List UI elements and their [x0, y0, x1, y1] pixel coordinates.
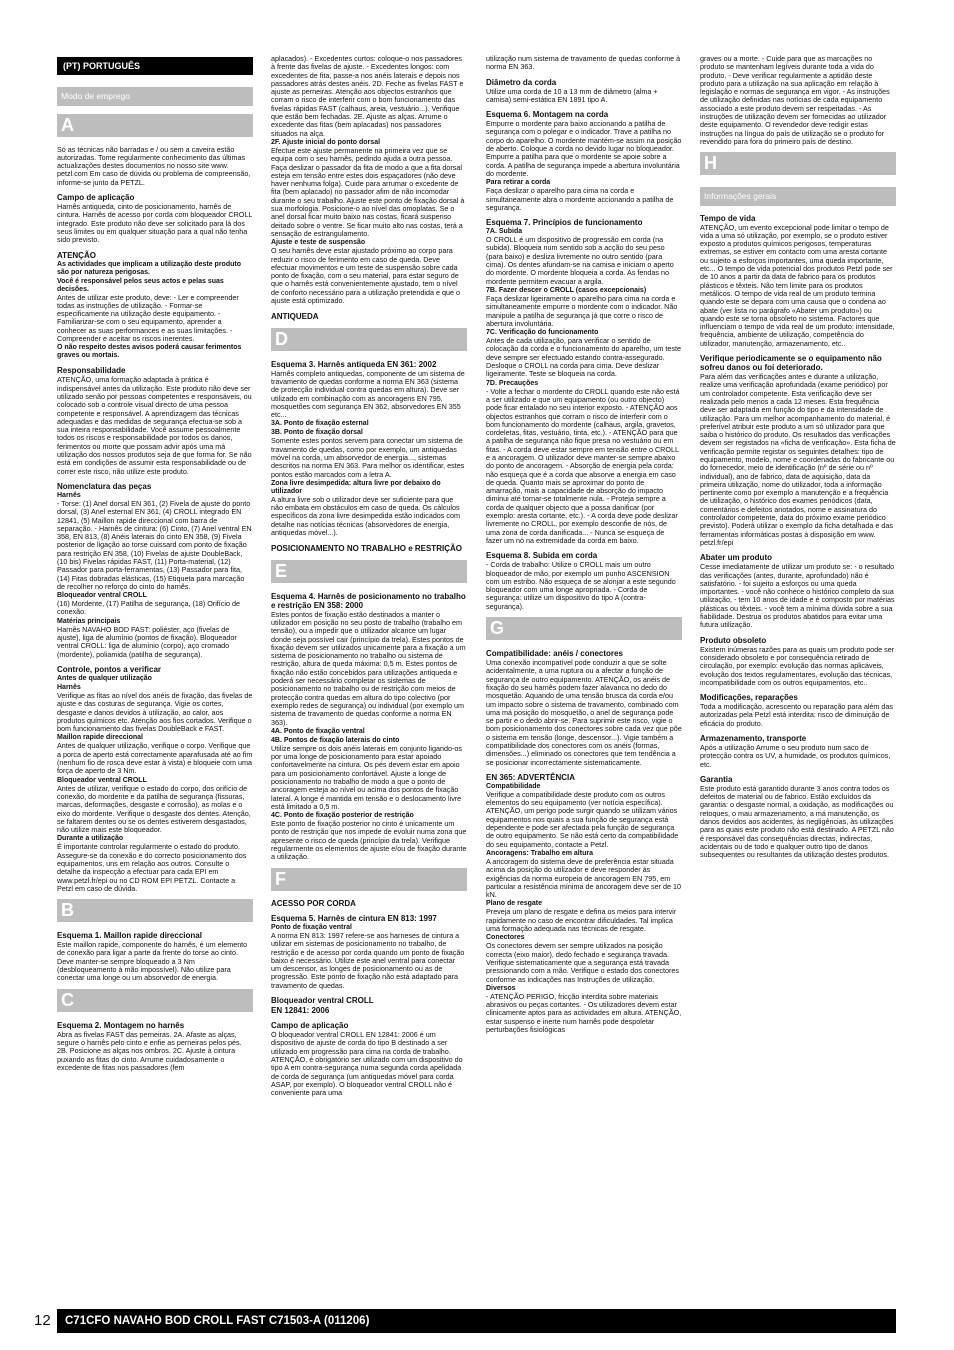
paragraph: - Corda de trabalho: Utilize o CROLL mais um outro bloqueador de mão, por exemplo um punho ASCENSION com um estribo. Não esqueça de se alonjar a este segundo bloqueador com uma longe apropriada. - Corda de segurança: utilize um dispositivo do tipo A (contra-segurança).	[486, 560, 676, 611]
section-letter-h: H	[700, 152, 896, 175]
paragraph: Estes pontos de fixação estão destinados a manter o utilizador em posição no seu posto de trabalho (trabalho em tensão), ou a impedir que o utilizador alcance um lugar donde seja possível cair (princípio da trela). Estes pontos de fixação devem ser utilizados unicamente para a fixação a um sistema de posicionamento no trabalho ou sistema de restrição, altura de queda máxima: 0,5 m. Estes pontos de fixação não estão concebidos para utilizações antiqueda e poderá ser necessário completar os sistemas de posicionamento no trabalho ou de restrição com meios de protecção contra quedas em altura do tipo colectivo (por exemplo redes de segurança) ou individual (por exemplo um sistema de travamento de quedas conforme a norma EN 363).	[271, 609, 466, 727]
section-letter-f: F	[271, 868, 467, 891]
heading: Responsabilidade	[57, 366, 126, 376]
section-letter-c: C	[57, 989, 253, 1012]
section-letter-e: E	[271, 560, 467, 583]
heading: Produto obsoleto	[700, 635, 767, 645]
heading: Abater um produto	[700, 553, 772, 563]
heading: Esquema 7. Princípios de funcionamento	[486, 218, 643, 228]
heading: EN 365: ADVERTÊNCIA	[486, 772, 576, 782]
subheading: Compatibilidade	[486, 782, 541, 790]
subheading: 7D. Precauções	[486, 379, 539, 387]
subheading: 4C. Ponto de fixação posterior de restrição	[271, 812, 414, 820]
paragraph: - Torse: (1) Anel dorsal EN 361, (2) Fivela de ajuste do ponto dorsal, (3) Anel esternal EN 361, (4) CROLL integrado EN 12841, (5) Maillon rapide direccional com barra de separação. - Harnês de cintura: (6) Cinto, (7) Anel ventral EN 358, EN 813, (8) Anéis laterais do cinto EN 358, (9) Fivela posterior de ligação ao torse cuissard com ponto de fixação para restrição EN 358, (10) Fivelas de ajuste DoubleBack, (10 bis) Fivelas rápidas FAST, (11) Porta-material, (12) Passador para porta-ferramentas, (13) Passador para fita, (14) Fitas dobradas elásticas, (15) Etiqueta para marcação de recolher no reforço do cinto do harnês.	[57, 498, 252, 591]
subheading: 4A. Ponto de fixação ventral	[271, 727, 365, 735]
paragraph: Faça deslizar ligeiramente o aparelho para cima na corda e simultaneamente empurre o mordente com o indicador. Não manipule a patilha de segurança já que corre o risco de abertura involuntária.	[486, 293, 678, 328]
paragraph: Toda a modificação, acrescento ou reparação para além das autorizadas pela Petzl está interdita: risco de diminuição de eficácia do produto.	[700, 702, 893, 728]
section-info-header: Informações gerais	[700, 187, 896, 205]
paragraph: Antes de cada utilização, para verificar o sentido de colocação da corda e o funcionamento do aparelho, um teste deve sempre ser efectuado estando contra-assegurado. Desloque o CROLL na corda para cima. Deve deslizar ligeiramente. Teste se bloqueia na corda.	[486, 336, 681, 379]
subheading: 7B. Fazer descer o CROLL (casos excepcionais)	[486, 286, 647, 294]
footer-title: C71CFO NAVAHO BOD CROLL FAST C71503-A (011206)	[65, 1315, 370, 1327]
heading: Esquema 5. Harnês de cintura EN 813: 1997	[271, 913, 437, 923]
section-letter-b: B	[57, 899, 253, 922]
paragraph: - ATENÇÃO PERIGO, fricção interdita sobre materiais abrasivos ou peças cortantes. - Os utilizadores devem estar clinicamente aptos para as actividades em altura. ATENÇÃO, estar suspenso e inerte num harnês pode despoletar perturbações fisiológicas	[486, 991, 682, 1035]
subheading: 3B. Ponto de fixação dorsal	[271, 429, 363, 437]
paragraph: Após a utilização Arrume o seu produto num saco de protecção contra os UV, a humidade, os produtos químicos, etc.	[700, 743, 891, 769]
column-2	[271, 55, 467, 1097]
heading: Bloqueador ventral CROLL	[271, 996, 374, 1006]
heading: Esquema 6. Montagem na corda	[486, 110, 609, 120]
paragraph: Faça deslizar o aparelho para cima na corda e simultaneamente abra o mordente accionando a patilha de segurança.	[486, 186, 674, 212]
intro-text: Só as técnicas não barradas e / ou sem a caveira estão autorizadas. Tome regularmente conhecimento das últimas actualizações destes documentos no nosso site www. petzl.com Em caso de dúvida ou problema de compreensão, informe-se junto da PETZL.	[57, 144, 251, 187]
paragraph: Verifique as fitas ao nível dos anéis de fixação, das fivelas de ajuste e das costuras de segurança. Vigie os cortes, desgaste e danos devidos à utilização, ao calor, aos produtos químicos etc. Atenção aos fios cortados. Verifique o bom funcionamento das fivelas DoubleBack e FAST.	[57, 690, 253, 734]
section-title: ANTIQUEDA	[271, 312, 319, 322]
paragraph: aplacados). - Excedentes curtos: coloque-o nos passadores à frente das fivelas de ajuste. - Excedentes longos: com excedentes de fita, passe-a nos anéis laterais e depois nos passadores atrás destes anéis. 2D. Feche as fivelas FAST e ajuste as perneiras. Atenção aos objectos estranhos que corram o risco de interferir com o bom funcionamento das fivelas rápidas FAST (calhaus, areia, vestuário...). Verifique que estão bem fechadas. 2E. Ajuste as alças. Arrume o excedente das fitas (bem aplacadas) nos passadores situados na alça.	[271, 54, 464, 138]
subheading: 4B. Pontos de fixação laterais do cinto	[271, 736, 400, 744]
paragraph: Existem inúmeras razões para as quais um produto pode ser considerado obsoleto e por consequência retirado de circulação, por exemplo: evolução das normas aplicáveis, evolução dos textos regulamentares, evolução das técnicas, incompatibilidade com os outros equipamentos, etc..	[700, 644, 895, 687]
bold-text: As actividades que implicam a utilização deste produto são por natureza perigosas.	[57, 260, 241, 276]
subheading: 3A. Ponto de fixação esternal	[271, 420, 369, 428]
subheading: Ponto de fixação ventral	[271, 923, 352, 931]
paragraph: Os conectores devem ser sempre utilizados na posição correcta (eixo maior), dedo fechado e segurança travada. Verifique sistematicamente que a segurança está travada pressionando com a mão. Verifique o estado dos conectores conforme as indicações nas Instruções de utilização.	[486, 941, 679, 984]
subheading: Conectores	[486, 934, 525, 942]
column-1	[57, 55, 253, 1072]
heading: Campo de aplicação	[271, 1021, 349, 1031]
paragraph: Antes de utilizar este produto, deve: - Ler e compreender todas as instruções de utilização. - Formar-se especificamente na utilização deste equipamento. - Familiarizar-se com o seu equipamento, aprender a conhecer as suas performances e as suas limitações. - Compreender e aceitar os riscos inerentes.	[57, 292, 239, 344]
paragraph: graves ou a morte. - Cuide para que as marcações no produto se mantenham legíveis durante toda a vida do produto. - Deve verificar regularmente a aptidão deste produto para a utilização na sua aplicação em relação à legislação e normas de segurança em vigor. - As instruções de utilização definidas nas notícias de cada equipamento associado a este produto devem ser respeitadas. - As instruções de utilização devem ser fornecidas ao utilizador deste equipamento. O revendedor deve redigir estas instruções na língua do país de utilização se o produto for revendido para fora do primeiro país de destino.	[700, 54, 890, 146]
paragraph: É importante controlar regularmente o estado do produto. Assegure-se da conexão e do correcto posicionamento dos equipamentos, uns em relação aos outros. Consulte o detalhe da inspecção a efectuar para cada EPI em www.petzl.fr/epi ou no CD ROM EPI PETZL. Contacte a Petzl em caso de dúvida.	[57, 842, 247, 893]
paragraph: (16) Mordente, (17) Patilha de segurança, (18) Orifício de conexão.	[57, 599, 240, 617]
paragraph: utilização num sistema de travamento de quedas conforme à norma EN 363.	[486, 54, 681, 72]
section-mode-header: Modo de emprego	[57, 87, 253, 105]
paragraph: Antes de utilizar, verifique o estado do corpo, dos orifício de conexão, do mordente e da patilha de segurança (fissuras, marcas, deformações, desgaste e corrosão), as molas e o eixo do mordente. Verifique o desgaste dos dentes. Atenção, se faltarem dentes ou se os dentes estiverem desgastados, não utilize mais este bloqueador.	[57, 783, 251, 835]
subheading: Durante a utilização	[57, 835, 124, 843]
subheading: Bloqueador ventral CROLL	[57, 776, 147, 784]
paragraph: Abra as fivelas FAST das perneiras. 2A. Afaste as alças, segure o harnês pelo cinto e enfie as perneiras pelos pés. 2B. Posicione as alças nos ombros. 2C. Ajuste à cintura puxando as fitas do cinto. Arrume cuidadosamente o excedente de fitas nos passadores (fem	[57, 1029, 242, 1072]
paragraph: Este maillon rapide, componente do harnês, é um elemento de conexão para ligar a parte da frente do torse ao cinto. Deve manter-se sempre bloqueado a 3 Nm (desbloqueamento à mão impossível). Não utilize para conectar uma longe ou um absorvedor de energia.	[57, 940, 248, 983]
paragraph: Empurre o mordente para baixo accionando a patilha de segurança com o polegar e o indicador. Trave a patilha no corpo do aparelho. O mordente mantém-se assim na posição de aberto. Coloque a corda no devido lugar no bloqueador. Empurre a patilha para que o mordente se apoie sobre a corda. A patilha de segurança impede a abertura involuntária do mordente.	[486, 119, 682, 178]
heading: Nomenclatura das peças	[57, 481, 152, 491]
section-letter-g: G	[486, 617, 682, 640]
paragraph: Efectue este ajuste permanente na primeira vez que se equipa com o seu harnês, pedindo ajuda a outra pessoa. Faça deslizar o passador da fita de modo a que a fita dorsal esteja em tensão entre estes dois espaçadores (não deve haver nenhuma folga). Cuide para arrumar o excedente de fita (bem aplacado) no passador afim de não incomodar durante o seu trabalho. Ajuste este ponto de fixação dorsal à sua morfologia. Posicione-o ao nível das omoplatas. Se o anel dorsal ficar muito baixo nas costas, ficará suspenso deitado sobre o ventre. Se ficar muito alto nas costas, terá a sensação de estrangulamento.	[271, 145, 465, 238]
heading: Armazenamento, transporte	[700, 734, 807, 743]
paragraph: Harnês NAVAHO BOD FAST: poliéster, aço (fivelas de ajuste), liga de alumínio (pontos de fixação). Bloqueador ventral CROLL: liga de alumínio (corpo), aço cromado (mordente), poliamida (patilha de segurança).	[57, 624, 237, 659]
heading: Verifique periodicamente se o equipamento não sofreu danos ou foi deteriorado.	[700, 354, 882, 373]
subheading: Ajuste e teste de suspensão	[271, 239, 366, 247]
paragraph: Utilize uma corda de 10 a 13 mm de diâmetro (alma + camisa) semi-estática EN 1891 tipo A.	[486, 86, 658, 104]
paragraph: Cesse imediatamente de utilizar um produto se: - o resultado das verificações (antes, durante, aprofundado) não é satisfatório. - foi sujeito a esforços ou uma queda importantes. - você não conhece o histórico completo da sua utilização, - tem 10 anos de idade e é composto por matérias plásticas ou têxteis. - você tem a mínima dúvida sobre a sua fiabilidade. Destrua os produtos abatidos para evitar uma futura utilização.	[700, 562, 895, 630]
paragraph: Antes de qualquer utilização, verifique o corpo. Verifique que a porca de aperto está correctamente aparafusada até ao fim (nenhum fio de rosca deve estar à vista) e bloqueie com uma força de aperto de 3 Nm.	[57, 741, 253, 776]
heading: Esquema 4. Harnês de posicionamento no trabalho e restrição EN 358: 2000	[271, 591, 466, 610]
paragraph: Harnês completo antiquedas, componente de um sistema de travamento de quedas conforme a norma EN 363 (sistema de protecção individual contra quedas em altura). Deve ser utilizado em combinação com as ancoragens EN 795, mosquetões com segurança EN 362, absorvedores EN 355 etc...	[271, 368, 465, 420]
subheading: Harnês	[57, 491, 81, 499]
paragraph: A altura livre sob o utilizador deve ser suficiente para que não embata em obstáculos em caso de queda. Os cálculos específicos da zona livre desimpedida estão indicados com detalhe nas notícias técnicas (absorvedores de energia, antiquedas móvel...).	[271, 494, 460, 538]
footer-bar	[57, 1309, 896, 1333]
paragraph: Para além das verificações antes e durante a utilização, realize uma verificação aprofundada (exame periódico) por um controlador competente. Esta verificação deve ser realizada pelo menos a cada 12 meses. Esta frequência deve ser adaptada em função do tipo e da intensidade de utilização. Para um melhor acompanhamento do material, é preferível atribuir este produto a um só utilizador para que saiba o histórico do produto. Os resultados das verificações devem ser registados na «ficha de verificação». Esta ficha de verificação permite registar os seguintes detalhes: tipo de equipamento, modelo, nome e coordenadas do fabricante ou do fornecedor, meio de identificação (nº de série ou nº individual), ano de fabrico, data de aquisição, data da primeira utilização, nome do utilizador, toda a informação pertinente como por exemplo a manutenção e a frequência de utilização, o histórico dos exames periódicos (data, comentários e defeitos anotados, nome e assinatura do controlador competente, data do próximo exame periódico previsto). Poderá utilizar o exemplo da ficha detalhada e das ferramentas informáticas postas à disposição em www. petzl.fr/epi	[700, 372, 896, 547]
paragraph: Este produto está garantido durante 3 anos contra todos os defeitos de material ou de fabrico. Estão excluídos da garantia: o desgaste normal, a oxidação, as modificações ou retoques, o mau armazenamento, a má manutenção, os danos devidos aos acidentes, às negligências, às utilizações para as quais este produto não está destinado. A PETZL não é responsável das consequências directas, indirectas, acidentais ou de todo e qualquer outro tipo de danos subsequentes ou resultantes da utilização destes produtos.	[700, 783, 894, 860]
subheading: Antes de qualquer utilização	[57, 674, 152, 682]
subheading: Zona livre desimpedida: altura livre por debaixo do utilizador	[271, 479, 441, 495]
section-letter-a: A	[57, 114, 253, 137]
paragraph: A norma EN 813: 1997 refere-se aos harneses de cintura a utilizar em sistemas de posicionamento no trabalho, de restrição e de acesso por corda quando um ponto de fixação baixo é necessário. Utilize este anel ventral para conectar um descensor, as longes de posicionamento ou as de progressão. Este ponto de fixação não está adaptado para travamento de quedas.	[271, 930, 465, 990]
paragraph: Verifique a compatibilidade deste produto com os outros elementos do seu equipamento (ver notícia específica). ATENÇÃO, um perigo pode surgir quando se utilizam vários equipamentos nos quais a sua função de segurança está dependente e pode ser afectada pela função de segurança de outro equipamento. Se não está certo da compatibilidade do seu equipamento, contacte a Petzl.	[486, 789, 679, 849]
heading: Compatibilidade: anéis / conectores	[486, 649, 623, 659]
paragraph: Utilize sempre os dois anéis laterais em conjunto ligando-os por uma longe de posicionamento para estar apoiado confortavelmente na cintura. Os pés devem estar em apoio para um posicionamento confortável. Ajuste a longe de posicionamento no trabalho de modo a que o ponto de ancoragem esteja ao nível ou acima dos pontos de fixação lateral. A longe é mantida em tensão e o deslocamento livre está limitado a 0,5 m.	[271, 743, 462, 811]
heading: Garantia	[700, 774, 733, 784]
heading: Controle, pontos a verificar	[57, 664, 162, 674]
paragraph: ATENÇÃO, um evento excepcional pode limitar o tempo de vida a uma só utilização, por exemplo, se o produto estiver exposto a produtos químicos perigosos, temperaturas extremas, se estiver em contacto com uma aresta cortante ou sujeito a esforços importantes, uma queda importante, etc... O tempo de vida potencial dos produtos Petzl pode ser de 10 anos a partir da data de fabrico para os produtos plásticos e têxteis. Não tem limite para os produtos metálicos. O tempo de vida real de um produto termina quando este se depara com uma causa que o condena ao abate (ver lista no parágrafo «Abater um produto») ou quando este se torna obsoleto no sistema. Factores que influenciam o tempo de vida real de um produto: intensidade, frequência, ambiente de utilização, competência do utilizador, manutenção, armazenamento, etc..	[700, 222, 895, 348]
paragraph: O bloqueador ventral CROLL EN 12841: 2006 é um dispositivo de ajuste de corda do tipo B destinado a ser utilizado em progressão para cima na corda de trabalho. ATENÇÃO, é obrigatório ser utilizado com um dispositivo do tipo A em contra-segurança numa segunda corda apelidada de corda de segurança (um antiquedas móvel para corda ASAP, por exemplo). O bloqueador ventral CROLL não é conveniente para uma	[271, 1030, 463, 1098]
heading: Esquema 2. Montagem no harnês	[57, 1020, 185, 1030]
subheading: Ancoragens: Trabalho em altura	[486, 849, 593, 857]
section-title: ACESSO POR CORDA	[271, 898, 356, 908]
subheading: Harnês	[57, 683, 81, 691]
paragraph: Este ponto de fixação posterior no cinto é unicamente um ponto de restrição que nos impede de evoluir numa zona que apresente o risco de queda (princípio da trela). Verifique regularmente os elementos de ajuste e/ou de fixação durante a utilização.	[271, 819, 467, 862]
heading: Campo de aplicação	[57, 193, 135, 203]
column-3	[486, 55, 682, 1034]
subheading: Diversos	[486, 984, 516, 992]
paragraph: O seu harnês deve estar ajustado próximo ao corpo para reduzir o risco de ferimento em caso de queda. Deve efectuar movimentos e um teste de suspensão sobre cada ponto de fixação, com o seu material, para estar seguro de que o harnês está convenientemente ajustado, tem o nível de conforto necessário para a utilização pretendida e que o ajuste está optimizado.	[271, 246, 460, 306]
section-title: POSICIONAMENTO NO TRABALHO e RESTRIÇÃO	[271, 544, 462, 554]
section-letter-d: D	[271, 328, 467, 351]
paragraph: Preveja um plano de resgate e defina os meios para intervir rapidamente no caso de encontrar dificuldades. Tal implica uma formação adequada nas técnicas de resgate.	[486, 907, 677, 934]
subheading: Bloqueador ventral CROLL	[57, 592, 147, 600]
language-header: (PT) PORTUGUÊS	[57, 57, 253, 75]
paragraph: Somente estes pontos servem para conectar um sistema de travamento de quedas, como por exemplo, um antiquedas móvel na corda, um absorvedor de energia..., sistemas descritos na norma EN 363. Para melhor os identificar, estes pontos estão marcados com a letra A.	[271, 436, 465, 479]
subheading: Plano de resgate	[486, 900, 543, 908]
subheading: Matérias principais	[57, 617, 121, 625]
heading: ATENÇÃO	[57, 250, 96, 260]
subheading: 2F. Ajuste inicial do ponto dorsal	[271, 138, 381, 146]
subheading: Para retirar a corda	[486, 179, 551, 187]
subheading: Maillon rapide direccional	[57, 734, 143, 742]
subheading: 7C. Verificação do funcionamento	[486, 329, 599, 337]
heading: Diâmetro da corda	[486, 77, 557, 87]
heading: Esquema 3. Harnês antiqueda EN 361: 2002	[271, 359, 437, 369]
heading: EN 12841: 2006	[271, 1006, 330, 1016]
subheading: 7A. Subida	[486, 228, 523, 236]
heading: Modificações, reparações	[700, 693, 798, 703]
paragraph: Harnês antiqueda, cinto de posicionamento, harnês de cintura. Harnês de acesso por corda com bloqueador CROLL integrado. Este produto não deve ser solicitado para lá dos seus limites ou em qualquer situação para a qual não tenha sido previsto.	[57, 202, 253, 245]
paragraph: Uma conexão incompatível pode conduzir a que se solte acidentalmente, a uma ruptura ou a afectar a função de segurança de outro equipamento. ATENÇÃO, os anéis de fixação do seu harnês podem fazer alavanca no dedo do mosquetão. Aquando de uma tensão brusca da corda e/ou um impacto sobre o sistema de travamento, combinado com uma má posição do mosquetão, o anel de segurança pode se partir e o dedo abrir-se. Para suprimir este risco, vigie o bom posicionamento dos conectores sobre cada vez que põe o sistema em tensão (longe, descensor...). Vigie também a compatibilidade dos conectores com os anéis (formas, dimensões...) eliminado os conectores que tem tendência a se posicionar incorrectamente sistematicamente.	[486, 658, 682, 767]
column-4	[700, 55, 896, 860]
heading: Esquema 1. Maillon rapide direccional	[57, 931, 202, 941]
page-number: 12	[34, 1312, 51, 1329]
bold-text: O não respeito destes avisos poderá causar ferimentos graves ou mortais.	[57, 344, 242, 360]
heading: Esquema 8. Subida em corda	[486, 551, 598, 561]
paragraph: - Volte a fechar o mordente do CROLL quando este não está a ser utilizado e que um equipamento (ou outro objecto) pode ficar entalado no seu interior exposto. - ATENÇÃO aos objectos estranhos que corram o risco de interferir com o bom funcionamento do mordente (calhaus, argila, gravetos, cordeletas, fitas, vestuário, tinta, etc.). - ATENÇÃO para que a patilha de segurança não fique presa no vestuário ou em fitas. - A corda deve estar sempre em tensão entre o CROLL e a ancoragem. O utilizador deve manter-se sempre abaixo do ponto de ancoragem. - Absorção de energia pela corda: não esqueça que é a corda que absorve a energia em caso de queda. Quanto mais se aproximar do ponto de amarração, mais a capacidade de absorção do impacto diminui até tornar-se totalmente nula. - Proteja sempre a corda de qualquer objecto que a possa danificar (por exemplo: aresta cortante, etc.). - A corda deve pode deslizar livremente no CROLL, por exemplo desconfie de nós, de uma zona de corda danificada... - Nunca se esqueça de fazer um nó na extremidade da corda em baixo.	[486, 386, 680, 545]
paragraph: ATENÇÃO, uma formação adaptada à prática é indispensável antes da utilização. Este produto não deve ser utilizado senão por pessoas competentes e responsáveis, ou colocado sob o controle visual directo de uma pessoa competente e responsável. A aprendizagem das técnicas adequadas e das medidas de segurança efectua-se sob a sua inteira responsabilidade. Você assume pessoalmente todos os riscos e responsabilidade por todos os danos, ferimentos ou morte que possam advir após uma má utilização dos nossos produtos seja de que forma for. Se não está em condições de assumir esta responsabilidade ou de correr este risco, não utilize este produto.	[57, 375, 252, 476]
bold-text: Você é responsável pelos seus actos e pelas suas decisões.	[57, 277, 224, 293]
paragraph: A ancoragem do sistema deve de preferência estar situada acima da posição do utilizador e deve responder às exigências da norma europeia de ancoragem EN 795, em particular a resistência mínima de ancoragem deve ser de 10 kN.	[486, 856, 681, 900]
paragraph: O CROLL é um dispositivo de progressão em corda (na subida). Bloqueia num sentido sob a acção do seu peso (para baixo) e desliza livremente no outro sentido (para cima). Os dentes afundam-se na camisa e iniciam o aperto do mordente. O mordente bloqueia a corda. As fendas no mordente permitem evacuar a argila.	[486, 235, 674, 286]
heading: Tempo de vida	[700, 213, 756, 223]
